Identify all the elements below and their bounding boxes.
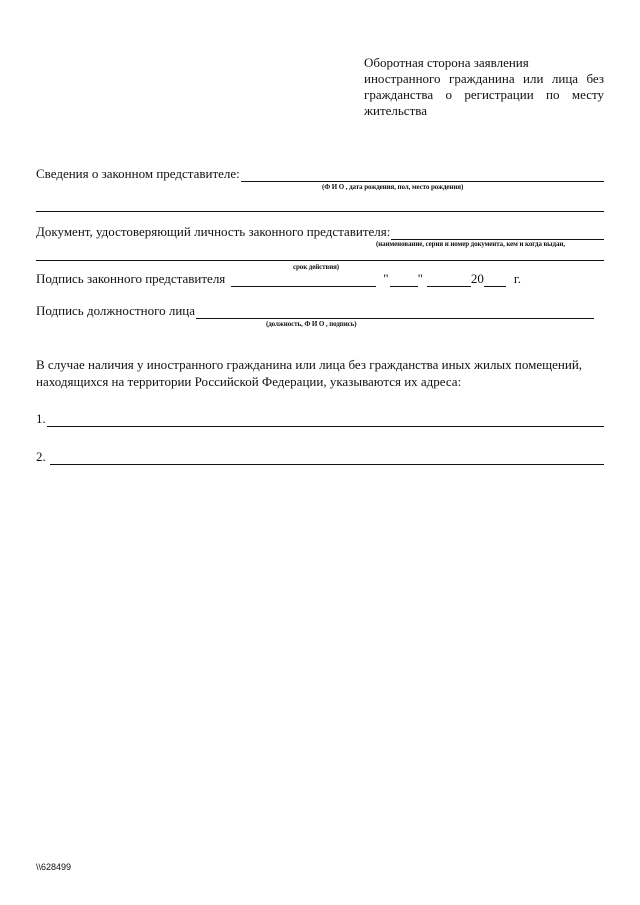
document-continuation-row bbox=[36, 247, 604, 261]
header-line-1: Оборотная сторона заявления bbox=[364, 55, 529, 70]
date-year-field bbox=[484, 273, 506, 287]
rep-signature-label: Подпись законного представителя bbox=[36, 271, 226, 286]
form-code: \\628499 bbox=[36, 862, 72, 872]
date-year-unit: г. bbox=[513, 271, 522, 286]
header-line-4: жительства bbox=[364, 103, 427, 118]
representative-field bbox=[241, 168, 604, 182]
address-number-2: 2. bbox=[36, 449, 46, 464]
header-line-3: гражданства о регистрации по месту bbox=[364, 87, 604, 102]
document-field bbox=[391, 226, 604, 240]
representative-row bbox=[36, 166, 604, 182]
rep-signature-field bbox=[231, 273, 376, 287]
official-signature-field bbox=[196, 305, 594, 319]
representative-continuation-row bbox=[36, 198, 604, 212]
addresses-intro-line-1: В случае наличия у иностранного гражданина или лица без гражданства иных жилых помещений, bbox=[36, 357, 583, 372]
address-row-2 bbox=[36, 449, 604, 465]
document-caption: (наименование, серия и номер документа, кем и когда выдан, bbox=[376, 240, 565, 248]
addresses-intro bbox=[36, 356, 596, 390]
date-quote-close: " bbox=[417, 271, 423, 286]
representative-caption: (Ф И О , дата рождения, пол, место рождения) bbox=[322, 183, 464, 191]
address-row-1 bbox=[36, 411, 604, 427]
date-year-prefix: 20 bbox=[470, 271, 484, 286]
document-row bbox=[36, 224, 604, 240]
form-header bbox=[364, 55, 604, 119]
official-signature-caption: (должность, Ф И О , подпись) bbox=[266, 320, 357, 328]
official-signature-row bbox=[36, 303, 594, 319]
document-label: Документ, удостоверяющий личность законного представителя: bbox=[36, 224, 391, 239]
document-caption-2: срок действия) bbox=[293, 263, 340, 271]
date-month-field bbox=[427, 273, 471, 287]
document-continuation-field bbox=[36, 247, 604, 261]
date-day-field bbox=[390, 273, 418, 287]
date-quote-open: " bbox=[383, 271, 389, 286]
representative-label: Сведения о законном представителе: bbox=[36, 166, 240, 181]
representative-continuation-field bbox=[36, 198, 604, 212]
addresses-intro-line-2: находящихся на территории Российской Федерации, указываются их адреса: bbox=[36, 374, 462, 389]
header-line-2: иностранного гражданина или лица без bbox=[364, 71, 604, 86]
address-field-1 bbox=[47, 413, 604, 427]
rep-signature-row bbox=[36, 271, 521, 287]
official-signature-label: Подпись должностного лица bbox=[36, 303, 196, 318]
address-number-1: 1. bbox=[36, 411, 46, 426]
address-field-2 bbox=[50, 451, 604, 465]
